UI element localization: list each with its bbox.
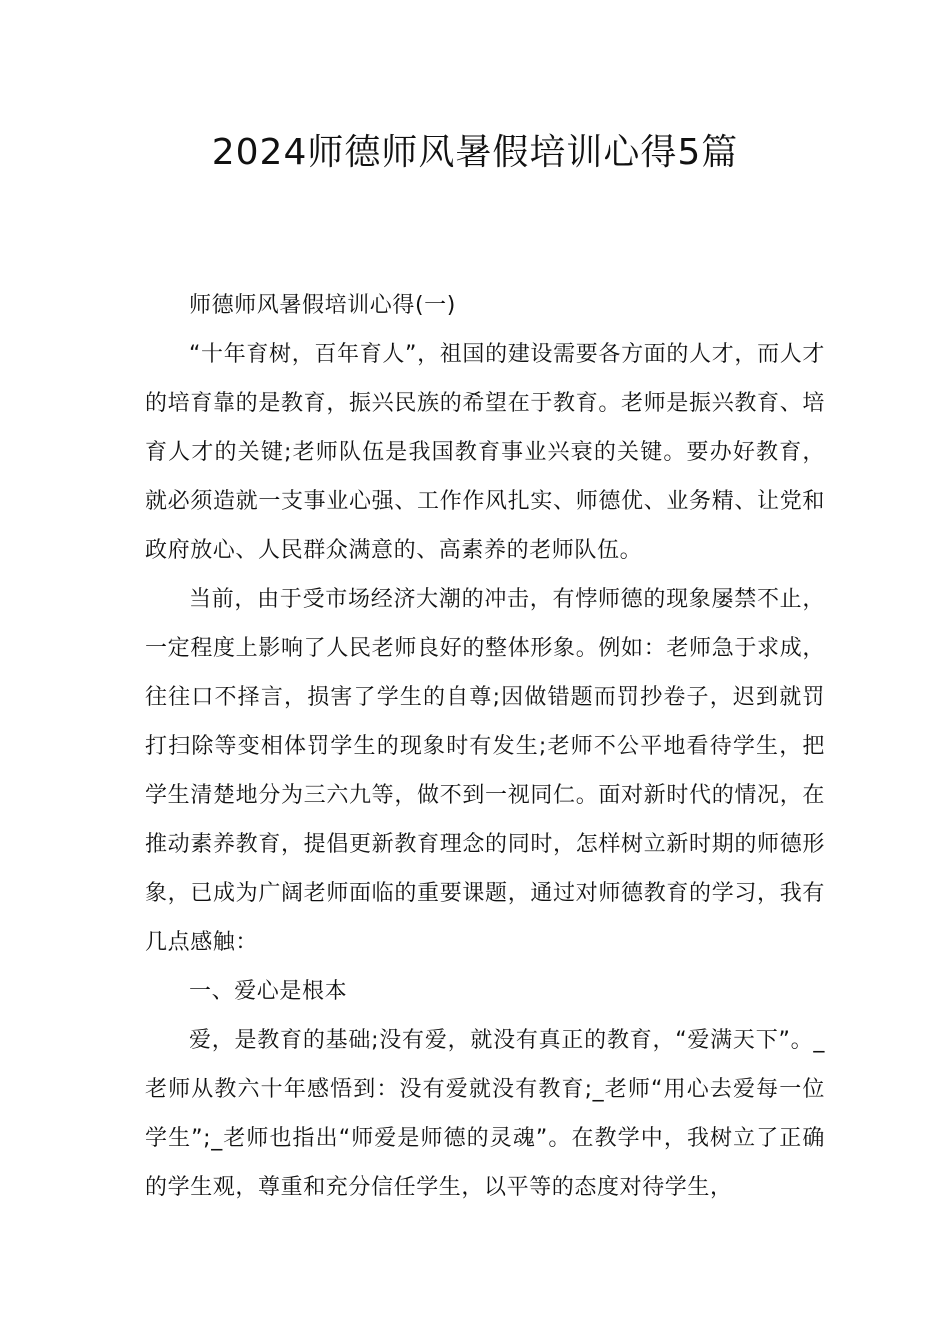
section-subtitle: 师德师风暑假培训心得(一) [189, 293, 456, 318]
section-heading: 一、爱心是根本 [189, 979, 348, 1004]
document-body [145, 281, 825, 1212]
paragraph-2: 当前，由于受市场经济大潮的冲击，有悖师德的现象屡禁不止，一定程度上影响了人民老师良好的整体形象。例如：老师急于求成，往往口不择言，损害了学生的自尊;因做错题而罚抄卷子，迟到就罚打扫除等变相体罚学生的现象时有发生;老师不公平地看待学生，把学生清楚地分为三六九等，做不到一视同仁。面对新时代的情况，在推动素养教育，提倡更新教育理念的同时，怎样树立新时期的师德形象，已成为广阔老师面临的重要课题，通过对师德教育的学习，我有几点感触： [145, 587, 825, 955]
paragraph-3: 爱，是教育的基础;没有爱，就没有真正的教育，“爱满天下”。_老师从教六十年感悟到：没有爱就没有教育;_老师“用心去爱每一位学生”;_老师也指出“师爱是师德的灵魂”。在教学中，我树立了正确的学生观，尊重和充分信任学生，以平等的态度对待学生， [145, 1028, 825, 1200]
paragraph-1: “十年育树，百年育人”，祖国的建设需要各方面的人才，而人才的培育靠的是教育，振兴民族的希望在于教育。老师是振兴教育、培育人才的关键;老师队伍是我国教育事业兴衰的关键。要办好教育，就必须造就一支事业心强、工作作风扎实、师德优、业务精、让党和政府放心、人民群众满意的、高素养的老师队伍。 [145, 342, 825, 563]
document-title: 2024师德师风暑假培训心得5篇 [211, 132, 739, 173]
